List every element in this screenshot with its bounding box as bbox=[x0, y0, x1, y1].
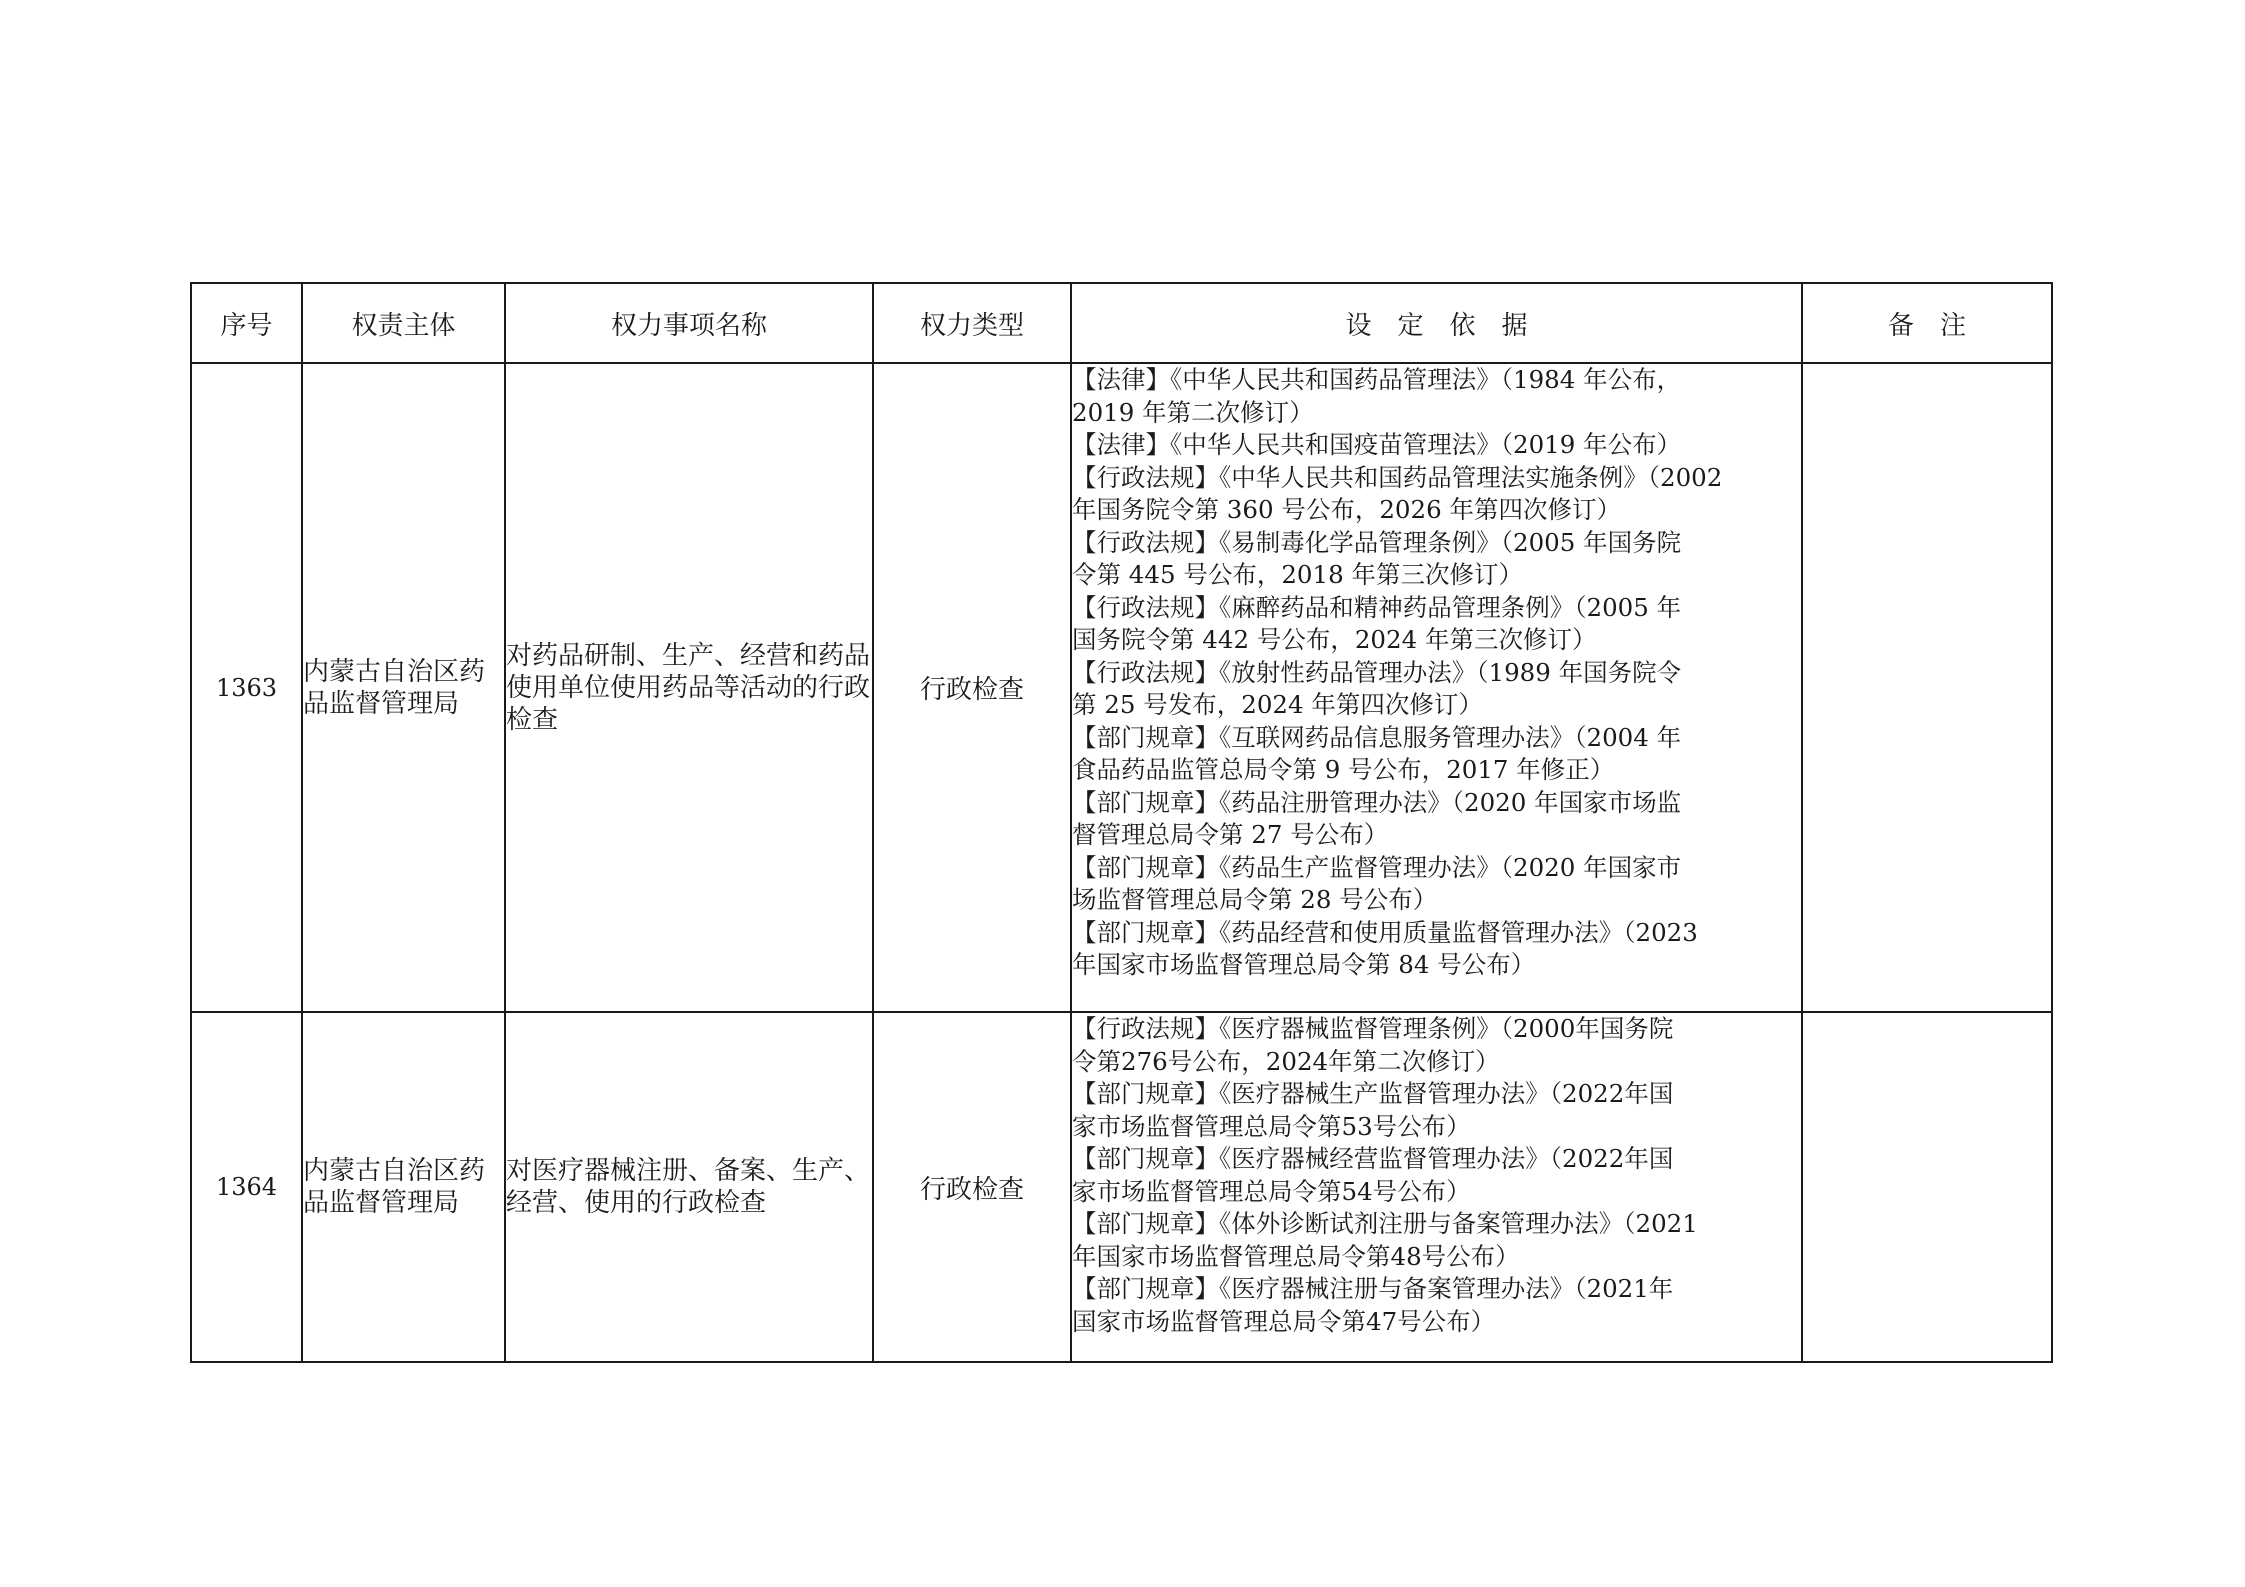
cell-type: 行政检查 bbox=[873, 1012, 1071, 1362]
basis-line: 督管理总局令第 27 号公布） bbox=[1072, 820, 1389, 849]
basis-line: 【行政法规】《易制毒化学品管理条例》（2005 年国务院 bbox=[1072, 527, 1682, 557]
header-item: 权力事项名称 bbox=[505, 283, 873, 363]
basis-line: 食品药品监管总局令第 9 号公布，2017 年修正） bbox=[1072, 755, 1615, 784]
cell-basis bbox=[1071, 1012, 1802, 1362]
cell-note bbox=[1802, 363, 2052, 1012]
basis-line: 国家市场监督管理总局令第47号公布） bbox=[1072, 1306, 1496, 1336]
header-type: 权力类型 bbox=[873, 283, 1071, 363]
cell-basis bbox=[1071, 363, 1802, 1012]
basis-line: 【行政法规】《放射性药品管理办法》（1989 年国务院令 bbox=[1072, 657, 1682, 687]
basis-line: 【法律】《中华人民共和国疫苗管理法》（2019 年公布） bbox=[1072, 430, 1682, 459]
cell-type: 行政检查 bbox=[873, 363, 1071, 1012]
header-note: 备 注 bbox=[1802, 283, 2052, 363]
basis-line: 【行政法规】《中华人民共和国药品管理法实施条例》（2002 bbox=[1072, 462, 1723, 492]
basis-line: 【行政法规】《麻醉药品和精神药品管理条例》（2005 年 bbox=[1072, 592, 1682, 622]
basis-line: 【部门规章】《医疗器械生产监督管理办法》（2022年国 bbox=[1072, 1079, 1674, 1108]
header-no: 序号 bbox=[191, 283, 302, 363]
header-subject: 权责主体 bbox=[302, 283, 505, 363]
cell-subject: 内蒙古自治区药品监督管理局 bbox=[302, 1012, 505, 1362]
basis-line: 年国家市场监督管理总局令第 84 号公布） bbox=[1072, 950, 1536, 979]
basis-line: 令第 445 号公布，2018 年第三次修订） bbox=[1072, 560, 1523, 589]
basis-line: 【部门规章】《药品生产监督管理办法》（2020 年国家市 bbox=[1072, 852, 1682, 882]
basis-line: 【部门规章】《药品经营和使用质量监督管理办法》（2023 bbox=[1072, 917, 1698, 947]
basis-line: 家市场监督管理总局令第53号公布） bbox=[1072, 1111, 1471, 1141]
table-row bbox=[191, 363, 2052, 1012]
basis-line: 【行政法规】《医疗器械监督管理条例》（2000年国务院 bbox=[1072, 1014, 1674, 1043]
basis-line: 场监督管理总局令第 28 号公布） bbox=[1072, 885, 1438, 914]
table-row bbox=[191, 1012, 2052, 1362]
basis-line: 国务院令第 442 号公布，2024 年第三次修订） bbox=[1072, 625, 1597, 654]
basis-line: 【部门规章】《药品注册管理办法》（2020 年国家市场监 bbox=[1072, 787, 1682, 817]
basis-line: 【部门规章】《互联网药品信息服务管理办法》（2004 年 bbox=[1072, 722, 1682, 752]
basis-line: 令第276号公布，2024年第二次修订） bbox=[1072, 1046, 1500, 1076]
basis-line: 【部门规章】《医疗器械注册与备案管理办法》（2021年 bbox=[1072, 1274, 1674, 1303]
basis-line: 家市场监督管理总局令第54号公布） bbox=[1072, 1176, 1471, 1206]
cell-no: 1363 bbox=[191, 363, 302, 1012]
basis-line: 2019 年第二次修订） bbox=[1072, 397, 1314, 427]
basis-line: 年国务院令第 360 号公布，2026 年第四次修订） bbox=[1072, 495, 1621, 524]
header-basis: 设 定 依 据 bbox=[1071, 283, 1802, 363]
cell-subject: 内蒙古自治区药品监督管理局 bbox=[302, 363, 505, 1012]
cell-note bbox=[1802, 1012, 2052, 1362]
basis-line: 【部门规章】《体外诊断试剂注册与备案管理办法》（2021 bbox=[1072, 1209, 1698, 1238]
cell-no: 1364 bbox=[191, 1012, 302, 1362]
basis-line: 【部门规章】《医疗器械经营监督管理办法》（2022年国 bbox=[1072, 1144, 1674, 1173]
basis-line: 第 25 号发布，2024 年第四次修订） bbox=[1072, 690, 1483, 719]
cell-item: 对药品研制、生产、经营和药品使用单位使用药品等活动的行政检查 bbox=[505, 363, 873, 1012]
basis-line: 【法律】《中华人民共和国药品管理法》（1984 年公布， bbox=[1072, 365, 1682, 394]
power-list-table bbox=[190, 282, 2053, 1363]
header-row bbox=[191, 283, 2052, 363]
basis-line: 年国家市场监督管理总局令第48号公布） bbox=[1072, 1241, 1520, 1271]
cell-item: 对医疗器械注册、备案、生产、经营、使用的行政检查 bbox=[505, 1012, 873, 1362]
